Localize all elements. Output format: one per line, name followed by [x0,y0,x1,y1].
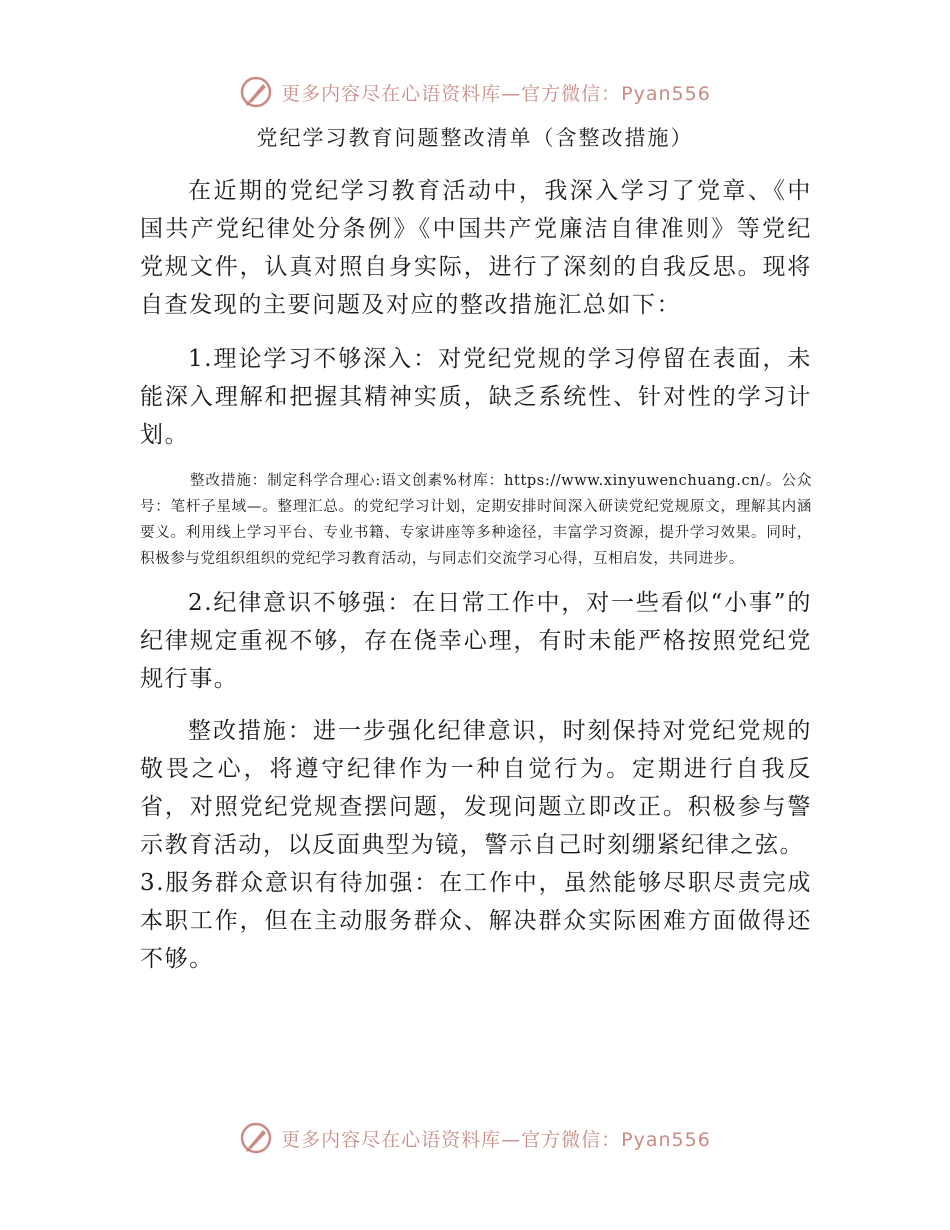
intro-paragraph: 在近期的党纪学习教育活动中，我深入学习了党章、《中国共产党纪律处分条例》《中国共产党廉洁自律准则》等党纪党规文件，认真对照自身实际，进行了深刻的自我反思。现将自查发现的主要问题及对应的整改措施汇总如下： [140,178,812,318]
quill-pen-icon [239,75,273,109]
watermark-banner-top [0,72,950,112]
watermark-text: 更多内容尽在心语资料库—官方微信：Pyan556 [281,1128,711,1151]
watermark-text: 更多内容尽在心语资料库—官方微信：Pyan556 [281,82,711,105]
issue-1-measures-paragraph: 整改措施：制定科学合理心:语文创素%材库：https://www.xinyuwenchuang.cn/。公众号：笔杆子星域—。整理汇总。的党纪学习计划，定期安排时间深入研读党纪党规原文，理解其内涵要义。利用线上学习平台、专业书籍、专家讲座等多种途径，丰富学习资源，提升学习效果。同时，积极参与党组织组织的党纪学习教育活动，与同志们交流学习心得，互相启发，共同进步。 [140,473,812,567]
document-body [140,172,812,978]
issue-2-measures-paragraph: 整改措施：进一步强化纪律意识，时刻保持对党纪党规的敬畏之心，将遵守纪律作为一种自觉行为。定期进行自我反省，对照党纪党规查摆问题，发现问题立即改正。积极参与警示教育活动，以反面典型为镜，警示自己时刻绷紧纪律之弦。 [140,718,812,858]
document-title: 党纪学习教育问题整改清单（含整改措施） [256,126,694,150]
watermark-banner-bottom [0,1118,950,1158]
issue-2-paragraph: 2.纪律意识不够强：在日常工作中，对一些看似“小事”的纪律规定重视不够，存在侥幸心理，有时未能严格按照党纪党规行事。 [140,590,812,692]
quill-pen-icon [239,1121,273,1155]
issue-1-paragraph: 1.理论学习不够深入：对党纪党规的学习停留在表面，未能深入理解和把握其精神实质，缺乏系统性、针对性的学习计划。 [140,346,812,448]
issue-3-paragraph: 3.服务群众意识有待加强：在工作中，虽然能够尽职尽责完成本职工作，但在主动服务群众、解决群众实际困难方面做得还不够。 [140,870,812,972]
